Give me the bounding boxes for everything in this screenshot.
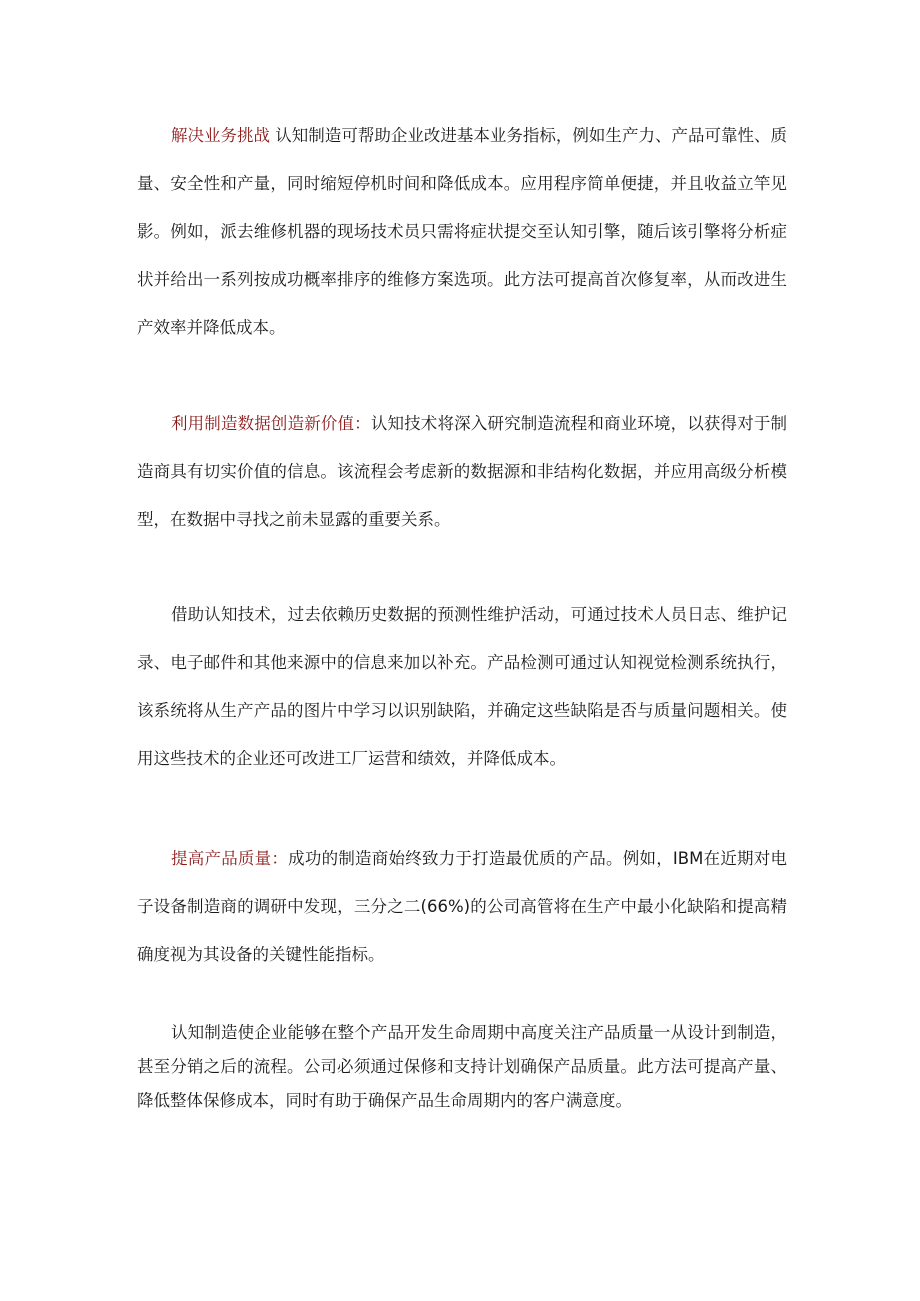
section-heading-business-challenges: 解决业务挑战 (171, 126, 271, 145)
paragraph-business-challenges (137, 112, 787, 352)
paragraph-body: 认知制造使企业能够在整个产品开发生命周期中高度关注产品质量一从设计到制造，甚至分销之后的流程。公司必须通过保修和支持计划确保产品质量。此方法可提高产量、降低整体保修成本，同时有助于确保产品生命周期内的客户满意度。 (137, 1023, 787, 1110)
section-heading-manufacturing-data: 利用制造数据创造新价值： (171, 414, 371, 433)
paragraph-body: 认知制造可帮助企业改进基本业务指标，例如生产力、产品可靠性、质量、安全性和产量，同时缩短停机时间和降低成本。应用程序简单便捷，并且收益立竿见影。例如，派去维修机器的现场技术员只需将症状提交至认知引擎，随后该引擎将分析症状并给出一系列按成功概率排序的维修方案选项。此方法可提高首次修复率，从而改进生产效率并降低成本。 (137, 126, 788, 337)
paragraph-body: 借助认知技术，过去依赖历史数据的预测性维护活动，可通过技术人员日志、维护记录、电子邮件和其他来源中的信息来加以补充。产品检测可通过认知视觉检测系统执行，该系统将从生产产品的图片中学习以识别缺陷，并确定这些缺陷是否与质量问题相关。使用这些技术的企业还可改进工厂运营和绩效，并降低成本。 (137, 605, 787, 768)
section-heading-product-quality: 提高产品质量： (171, 849, 289, 868)
paragraph-product-quality (137, 835, 787, 979)
paragraph-body: 成功的制造商始终致力于打造最优质的产品。例如，IBM在近期对电子设备制造商的调研中发现，三分之二(66%)的公司高管将在生产中最小化缺陷和提高精确度视为其设备的关键性能指标。 (137, 849, 788, 964)
paragraph-quality-lifecycle (137, 1016, 787, 1118)
paragraph-predictive-maintenance (137, 591, 787, 783)
paragraph-manufacturing-data-value (137, 400, 787, 544)
paragraph-body: 认知技术将深入研究制造流程和商业环境，以获得对于制造商具有切实价值的信息。该流程会考虑新的数据源和非结构化数据，并应用高级分析模型，在数据中寻找之前未显露的重要关系。 (137, 414, 788, 529)
